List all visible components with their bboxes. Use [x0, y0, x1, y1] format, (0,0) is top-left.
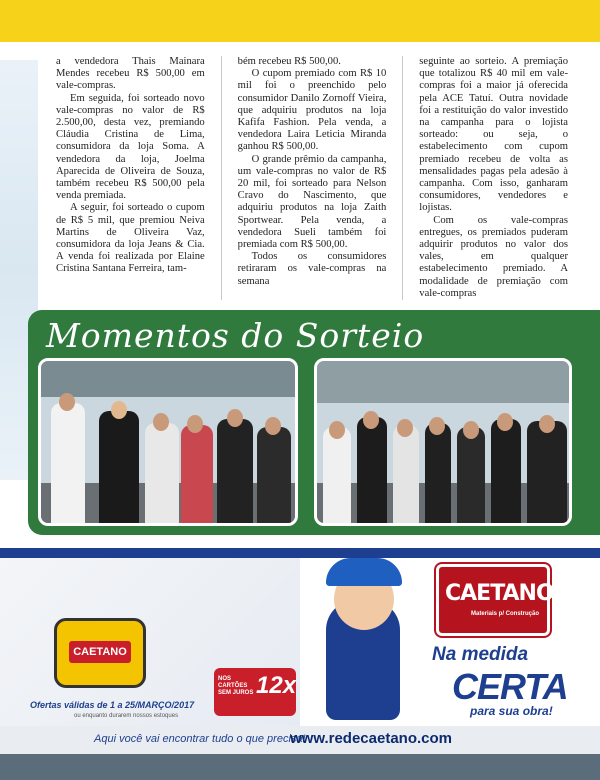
- photo-canopy: [317, 361, 569, 403]
- person-figure: [99, 411, 139, 523]
- person-figure: [527, 421, 567, 523]
- photo-canopy: [41, 361, 295, 397]
- column-divider: [221, 56, 222, 300]
- gallery-title: Momentos do Sorteio: [46, 316, 425, 355]
- paragraph: O cupom premiado com R$ 10 mil foi o preenchido pelo consumidor Danilo Zornoff Vieira, que adquiriu produtos na loja Kafifa Fashion. Pela venda, a vendedora Laira Leticia Miranda ganhou R$ 500,00.: [237, 68, 387, 153]
- mascot-cap-icon: [326, 558, 402, 586]
- person-head: [59, 393, 75, 411]
- top-yellow-band: [0, 0, 600, 42]
- column-divider: [402, 56, 403, 300]
- person-head: [497, 413, 513, 431]
- advertisement-banner[interactable]: [0, 548, 600, 780]
- person-head: [329, 421, 345, 439]
- paragraph: Todos os consumidores retiraram os vale-compras na semana: [237, 251, 387, 287]
- person-figure: [257, 427, 291, 523]
- slogan-line-1: Na medida: [432, 644, 529, 665]
- installments-badge: [214, 668, 296, 716]
- brand-name: CAETANO: [445, 581, 554, 606]
- paragraph: Em seguida, foi sorteado novo vale-compras no valor de R$ 2.500,00, desta vez, premiando Cláudia Cristina de Lima, consumidora da loja Soma. A vendedora da loja, Joelma Aparecida de Oliveira de Souza, também recebeu R$ 500,00 pela venda premiada.: [56, 92, 205, 202]
- ad-top-band: [0, 548, 600, 558]
- tape-brand-label: CAETANO: [69, 641, 131, 663]
- person-head: [363, 411, 379, 429]
- paragraph: O grande prêmio da campanha, um vale-compras no valor de R$ 20 mil, foi sorteado para Nelson Cravo do Nascimento, que adquiriu produtos na loja Zaith Sportwear. Pela venda, a vendedora Sueli também foi premiada com R$ 500,00.: [237, 153, 387, 251]
- person-figure: [145, 423, 179, 523]
- article-column-1: [56, 56, 205, 300]
- paragraph: Com os vale-compras entregues, os premiados puderam adquirir produtos no valor dos vales, em qualquer estabelecimento premiado. A modalidade de premiação com vale-compras: [419, 214, 568, 299]
- ad-website-link[interactable]: www.redecaetano.com: [290, 730, 452, 747]
- person-head: [429, 417, 445, 435]
- person-head: [187, 415, 203, 433]
- person-head: [265, 417, 281, 435]
- person-head: [463, 421, 479, 439]
- person-figure: [51, 403, 85, 523]
- person-head: [397, 419, 413, 437]
- person-head: [227, 409, 243, 427]
- installments-value: 12x: [256, 672, 297, 699]
- ad-blueprint-background: [0, 558, 300, 734]
- person-figure: [181, 425, 213, 523]
- person-head: [539, 415, 555, 433]
- person-figure: [457, 427, 485, 523]
- article-column-2: [238, 56, 387, 300]
- person-figure: [491, 419, 521, 523]
- person-figure: [217, 419, 253, 523]
- ad-footer-band: [0, 754, 600, 780]
- person-head: [153, 413, 169, 431]
- person-head: [111, 401, 127, 419]
- brand-logo[interactable]: [436, 564, 554, 636]
- event-photo-right: [314, 358, 572, 526]
- event-photo-left: [38, 358, 298, 526]
- person-figure: [323, 427, 351, 523]
- slogan-line-2: CERTA: [452, 666, 568, 707]
- installments-note: NOS CARTÕES SEM JUROS: [218, 676, 254, 696]
- person-figure: [393, 425, 419, 523]
- paragraph: a vendedora Thais Mainara Mendes recebeu R$ 500,00 em vale-compras.: [56, 56, 205, 92]
- brand-subtitle: Materiais p/ Construção: [471, 611, 540, 617]
- ad-bottom-strip: [0, 726, 600, 754]
- offer-note: ou enquanto durarem nossos estoques: [74, 713, 179, 719]
- paragraph: seguinte ao sorteio. A premiação que totalizou R$ 40 mil em vale-compras foi a maior já oferecida pela ACE Tatuí. Outra novidade foi a restituição do valor investido na campanha para o lojista sorteado: ou seja, o estabelecimento com cupom premiado recebeu de volta as mensalidades pagas pela adesão à campanha. Com isso, ganharam consumidores, vendedores e lojistas.: [419, 56, 568, 214]
- article-columns: [56, 56, 568, 300]
- tape-measure-icon: [54, 618, 146, 688]
- person-figure: [425, 423, 451, 523]
- person-figure: [357, 417, 387, 523]
- ad-tagline: Aqui você vai encontrar tudo o que precisa!: [94, 733, 306, 745]
- paragraph: A seguir, foi sorteado o cupom de R$ 5 mil, que premiou Neiva Martins de Oliveira Vaz, consumidora da loja Jeans & Cia. A venda foi realizada por Elaine Cristina Santana Ferreira, tam-: [56, 202, 205, 275]
- paragraph: bém recebeu R$ 500,00.: [237, 56, 341, 67]
- offer-validity: Ofertas válidas de 1 a 25/MARÇO/2017: [30, 700, 195, 710]
- article-column-3: [419, 56, 568, 300]
- slogan-line-3: para sua obra!: [470, 704, 553, 718]
- photo-gallery-section: [28, 310, 600, 535]
